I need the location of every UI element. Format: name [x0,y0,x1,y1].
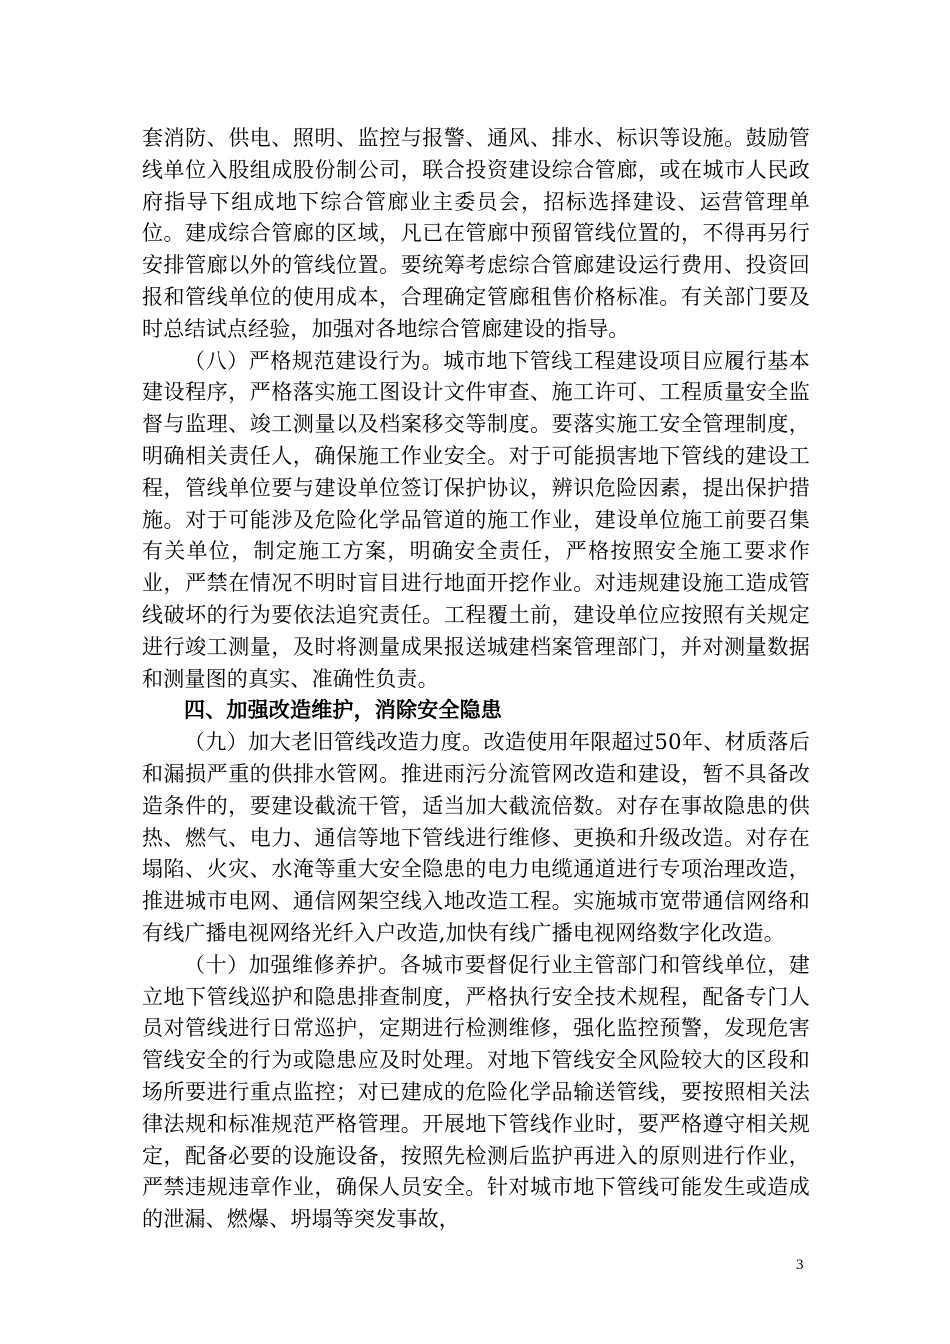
document-body [142,123,810,1236]
paragraph-10 [142,950,810,1236]
section-body-10: 各城市要督促行业主管部门和管线单位，建立地下管线巡护和隐患排查制度，严格执行安全技术规程，配备专门人员对管线进行日常巡护，定期进行检测维修，强化监控预警，发现危害管线安全的行为或隐患应及时处理。对地下管线安全风险较大的区段和场所要进行重点监控；对已建成的危险化学品输送管线，要按照相关法律法规和标准规范严格管理。开展地下管线作业时，要严格遵守相关规定，配备必要的设施设备，按照先检测后监护再进入的原则进行作业，严禁违规违章作业，确保人员安全。针对城市地下管线可能发生或造成的泄漏、燃爆、坍塌等突发事故， [142,952,810,1232]
section-body-8: 城市地下管线工程建设项目应履行基本建设程序，严格落实施工图设计文件审查、施工许可、工程质量安全监督与监理、竣工测量以及档案移交等制度。要落实施工安全管理制度，明确相关责任人，确保施工作业安全。对于可能损害地下管线的建设工程，管线单位要与建设单位签订保护协议，辨识危险因素，提出保护措施。对于可能涉及危险化学品管道的施工作业，建设单位施工前要召集有关单位，制定施工方案，明确安全责任，严格按照安全施工要求作业，严禁在情况不明时盲目进行地面开挖作业。对违规建设施工造成管线破坏的行为要依法追究责任。工程覆土前，建设单位应按照有关规定进行竣工测量，及时将测量成果报送城建档案管理部门，并对测量数据和测量图的真实、准确性负责。 [142,348,810,691]
paragraph-1: 套消防、供电、照明、监控与报警、通风、排水、标识等设施。鼓励管线单位入股组成股份制公司，联合投资建设综合管廊，或在城市人民政府指导下组成地下综合管廊业主委员会，招标选择建设、运营管理单位。建成综合管廊的区域，凡已在管廊中预留管线位置的，不得再另行安排管廊以外的管线位置。要统筹考虑综合管廊建设运行费用、投资回报和管线单位的使用成本，合理确定管廊租售价格标准。有关部门要及时总结试点经验，加强对各地综合管廊建设的指导。 [142,126,810,341]
paragraph-9 [142,727,810,950]
section-heading-4: 四、加强改造维护，消除安全隐患 [184,698,502,723]
section-label-8: （八）严格规范建设行为。 [184,348,444,373]
paragraph-8 [142,346,810,696]
section-body-9: 改造使用年限超过50年、材质落后和漏损严重的供排水管网。推进雨污分流管网改造和建设，暂不具备改造条件的，要建设截流干管，适当加大截流倍数。对存在事故隐患的供热、燃气、电力、通信等地下管线进行维修、更换和升级改造。对存在塌陷、火灾、水淹等重大安全隐患的电力电缆通道进行专项治理改造，推进城市电网、通信网架空线入地改造工程。实施城市宽带通信网络和有线广播电视网络光纤入户改造,加快有线广播电视网络数字化改造。 [142,730,810,945]
page-number: 3 [796,1257,804,1273]
section-label-9: （九）加大老旧管线改造力度。 [184,730,484,755]
section-label-10: （十）加强维修养护。 [184,952,400,977]
